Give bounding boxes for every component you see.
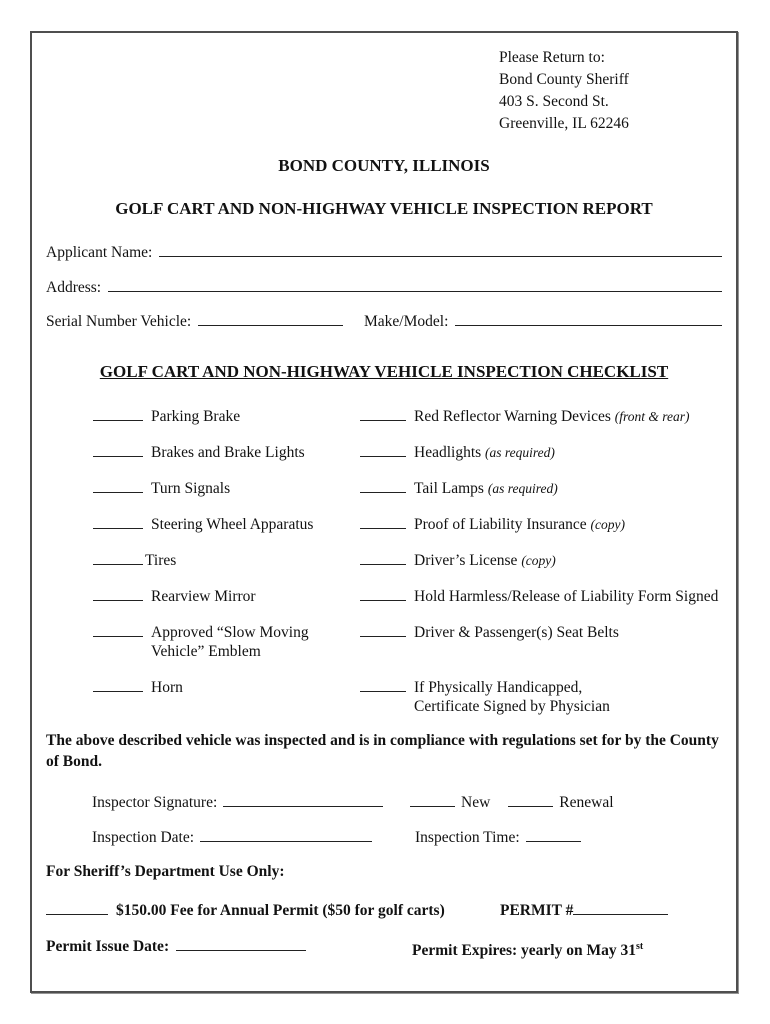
form-content <box>32 33 736 991</box>
checklist-blank-smv-emblem[interactable] <box>93 624 143 637</box>
fee-text: $150.00 Fee for Annual Permit ($50 for golf carts) <box>116 902 445 919</box>
applicant-name-label: Applicant Name: <box>46 244 153 261</box>
checklist-label: Approved “Slow Moving Vehicle” Emblem <box>151 624 309 660</box>
checklist-row <box>46 515 722 534</box>
permit-issue-row <box>46 937 722 960</box>
serial-number-label: Serial Number Vehicle: <box>46 313 192 330</box>
permit-issue-date-field[interactable] <box>176 938 306 951</box>
checklist-label: Proof of Liability Insurance (copy) <box>414 516 625 533</box>
checklist-blank-horn[interactable] <box>93 679 143 692</box>
checklist-blank-headlights[interactable] <box>360 444 406 457</box>
checklist-blank-rearview-mirror[interactable] <box>93 588 143 601</box>
permit-expires-superscript: st <box>636 941 644 952</box>
checklist-blank-drivers-license[interactable] <box>360 552 406 565</box>
new-checkbox-blank[interactable] <box>410 794 455 807</box>
make-model-group <box>364 312 722 331</box>
county-title: BOND COUNTY, ILLINOIS <box>278 156 490 175</box>
new-renewal-group <box>410 793 614 812</box>
inspection-date-label: Inspection Date: <box>92 829 195 846</box>
checklist-blank-steering[interactable] <box>93 516 143 529</box>
checklist-row <box>46 587 722 606</box>
address-field[interactable] <box>108 279 722 292</box>
checklist-note: (front & rear) <box>614 409 690 424</box>
checklist-blank-liability-insurance[interactable] <box>360 516 406 529</box>
inspection-date-field[interactable] <box>200 829 372 842</box>
checklist-label: Headlights (as required) <box>414 444 555 461</box>
checklist-note: (as required) <box>485 445 555 460</box>
checklist-blank-hold-harmless[interactable] <box>360 588 406 601</box>
checklist-blank-tail-lamps[interactable] <box>360 480 406 493</box>
compliance-statement: The above described vehicle was inspected and is in compliance with regulations set for by the County of Bond. <box>46 732 719 770</box>
permit-number-label: PERMIT # <box>500 902 574 919</box>
serial-number-field[interactable] <box>198 313 343 326</box>
checklist-label: Driver & Passenger(s) Seat Belts <box>414 624 619 641</box>
fee-checkbox-blank[interactable] <box>46 902 108 915</box>
checklist-row <box>46 551 722 570</box>
checklist-blank-handicapped-certificate[interactable] <box>360 679 406 692</box>
checklist-label: Tires <box>145 552 177 569</box>
make-model-label: Make/Model: <box>364 313 449 330</box>
permit-number-field[interactable] <box>573 902 668 915</box>
return-address-line: 403 S. Second St. <box>499 93 609 110</box>
sheriff-use-only-heading: For Sheriff’s Department Use Only: <box>46 863 285 880</box>
inspection-time-field[interactable] <box>526 829 581 842</box>
checklist-label: Turn Signals <box>151 480 231 497</box>
permit-number-group <box>500 901 668 920</box>
checklist-blank-brakes[interactable] <box>93 444 143 457</box>
permit-expires-group <box>412 937 643 960</box>
inspection-time-group <box>415 828 581 847</box>
return-address-line: Please Return to: <box>499 49 605 66</box>
fee-row <box>46 901 722 920</box>
renewal-checkbox-blank[interactable] <box>508 794 553 807</box>
new-label: New <box>461 794 491 811</box>
make-model-field[interactable] <box>455 313 722 326</box>
checklist-label: Tail Lamps (as required) <box>414 480 558 497</box>
applicant-name-row <box>46 243 722 262</box>
inspector-signature-field[interactable] <box>223 794 383 807</box>
address-row <box>46 278 722 297</box>
permit-expires-label: Permit Expires: yearly on May 31st <box>412 941 644 960</box>
checklist-row <box>46 678 722 716</box>
checklist-label: Red Reflector Warning Devices (front & rear) <box>414 408 690 425</box>
form-title: GOLF CART AND NON-HIGHWAY VEHICLE INSPECTION REPORT <box>115 199 653 218</box>
checklist-title: GOLF CART AND NON-HIGHWAY VEHICLE INSPECTION CHECKLIST <box>99 362 669 381</box>
checklist-label: If Physically Handicapped, Certificate Signed by Physician <box>414 679 610 715</box>
checklist-note: (copy) <box>521 553 556 568</box>
checklist-blank-red-reflector[interactable] <box>360 408 406 421</box>
serial-row <box>46 312 722 331</box>
return-address-block <box>499 47 722 135</box>
checklist-label: Parking Brake <box>151 408 241 425</box>
inspection-time-label: Inspection Time: <box>415 829 520 846</box>
checklist-row <box>46 479 722 498</box>
checklist-label: Rearview Mirror <box>151 588 256 605</box>
permit-issue-date-label: Permit Issue Date: <box>46 938 170 955</box>
form-border <box>30 31 738 993</box>
checklist-blank-turn-signals[interactable] <box>93 480 143 493</box>
address-label: Address: <box>46 279 102 296</box>
applicant-name-field[interactable] <box>159 244 722 257</box>
checklist-label: Steering Wheel Apparatus <box>151 516 314 533</box>
checklist-blank-tires[interactable] <box>93 552 143 565</box>
checklist-label: Horn <box>151 679 183 696</box>
checklist-label: Driver’s License (copy) <box>414 552 556 569</box>
checklist-label: Hold Harmless/Release of Liability Form Signed <box>414 588 719 605</box>
checklist-label: Brakes and Brake Lights <box>151 444 305 461</box>
checklist-row <box>46 443 722 462</box>
return-address-line: Greenville, IL 62246 <box>499 115 629 132</box>
checklist-note: (as required) <box>487 481 558 496</box>
inspector-signature-label: Inspector Signature: <box>92 794 218 811</box>
renewal-label: Renewal <box>559 794 614 811</box>
checklist-row <box>46 623 722 661</box>
checklist-row <box>46 407 722 426</box>
checklist-note: (copy) <box>590 517 625 532</box>
checklist-blank-parking-brake[interactable] <box>93 408 143 421</box>
return-address-line: Bond County Sheriff <box>499 71 629 88</box>
inspector-signature-row <box>46 793 722 812</box>
inspection-date-row <box>46 828 722 847</box>
checklist-blank-seat-belts[interactable] <box>360 624 406 637</box>
